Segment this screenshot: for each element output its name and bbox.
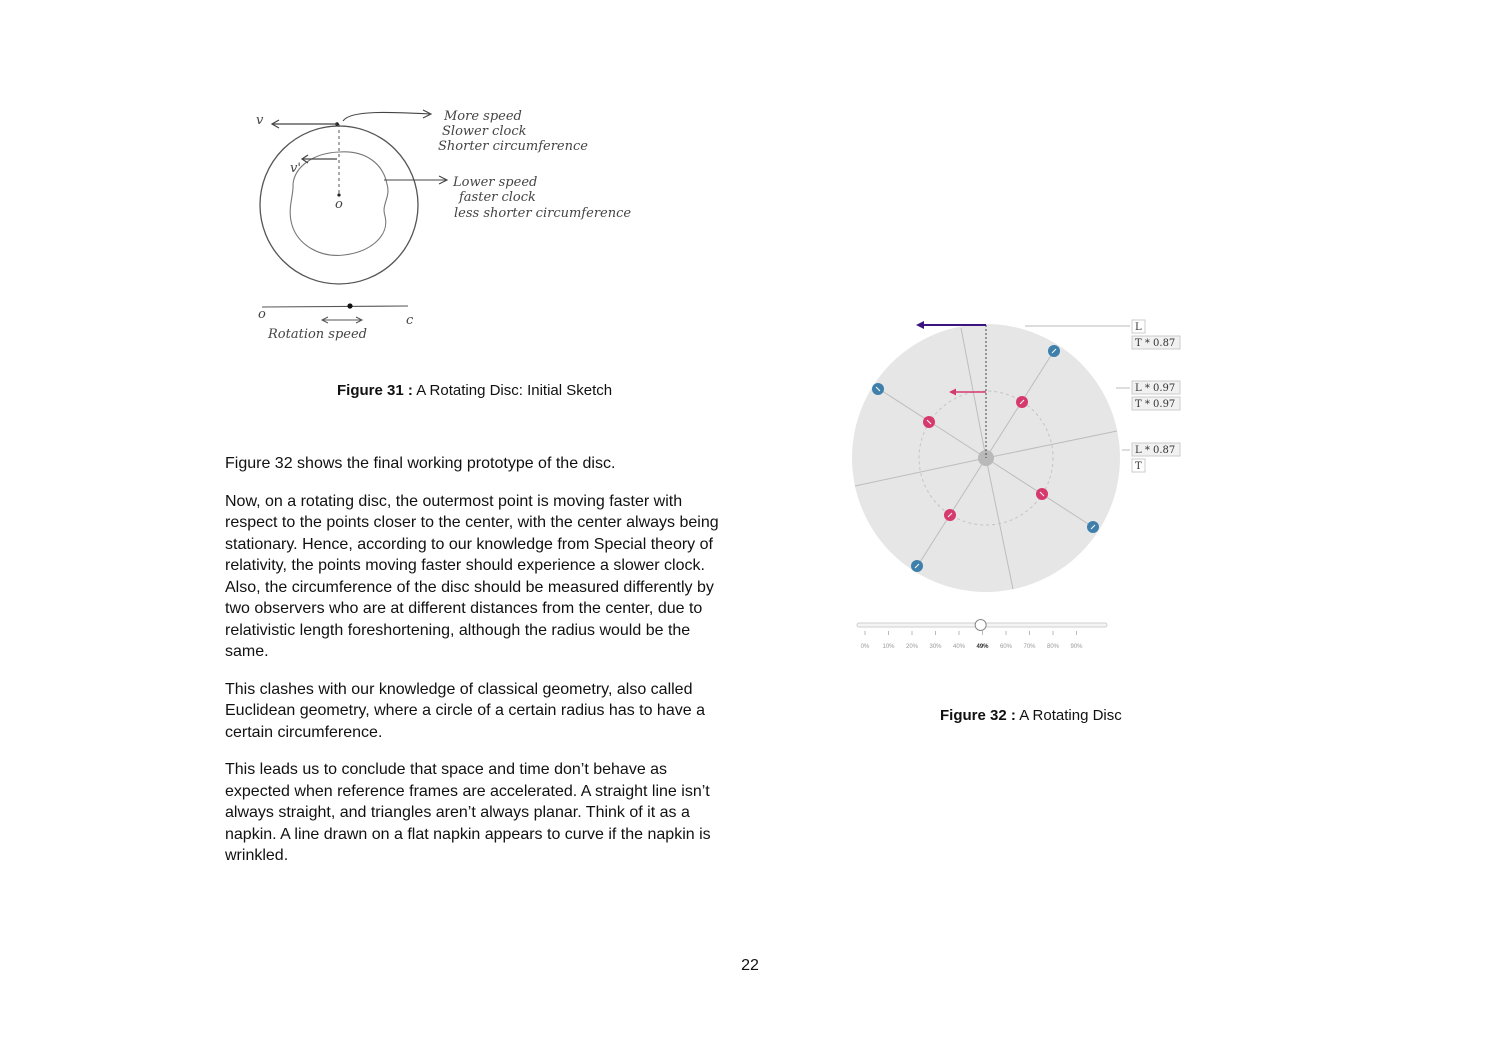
slider-tick-label: 30%: [929, 644, 942, 650]
svg-text:L * 0.97: L * 0.97: [1135, 383, 1176, 394]
figure-31-sketch: [240, 100, 680, 360]
tag-center-L: [1132, 443, 1180, 456]
figure-32-disc[interactable]: [845, 310, 1190, 660]
sketch-inner-note-3: less shorter circumference: [454, 206, 632, 221]
sketch-outer-pointer: [343, 112, 430, 121]
sketch-v-prime-label: v': [290, 161, 301, 176]
slider-tick-label: 10%: [882, 644, 895, 650]
sketch-outer-note-3: Shorter circumference: [438, 139, 588, 154]
paragraph: This leads us to conclude that space and time don’t behave as expected when reference frames are accelerated. A straight line isn’t always straight, and triangles aren’t always planar. Think of it as a napkin. A line drawn on a flat napkin appears to curve if the napkin is wrinkled.: [225, 761, 711, 864]
sketch-axis-start: o: [258, 307, 266, 322]
figure-32-title: A Rotating Disc: [1019, 707, 1122, 724]
tag-outer-T: [1132, 336, 1180, 349]
slider-tick-label: 20%: [905, 644, 919, 650]
sketch-speed-point: [347, 303, 352, 308]
sketch-inner-note-2: faster clock: [459, 190, 536, 205]
sketch-outer-note-1: More speed: [444, 109, 522, 124]
sketch-axis-label: Rotation speed: [268, 327, 368, 342]
speed-slider[interactable]: [857, 620, 1107, 651]
slider-tick-label: 80%: [1046, 644, 1060, 650]
slider-ticks: [861, 631, 1084, 650]
svg-text:L: L: [1135, 322, 1142, 333]
svg-text:T * 0.87: T * 0.87: [1135, 338, 1176, 349]
slider-tick-label: 40%: [952, 644, 966, 650]
svg-text:L * 0.87: L * 0.87: [1135, 445, 1176, 456]
slider-tick-label: 0%: [860, 644, 870, 650]
paragraph: Now, on a rotating disc, the outermost point is moving faster with respect to the points closer to the center, with the center always being stationary. Hence, according to our knowledge from Special theory of relativity, the points moving faster should experience a slower clock. Also, the circumference of the disc should be measured differently by two observers who are at different distances from the center, due to relativistic length foreshortening, although the radius would be the same.: [225, 492, 719, 660]
sketch-v-label: v: [256, 113, 264, 128]
tag-center-T: [1132, 459, 1145, 472]
tag-outer-L: [1132, 320, 1145, 333]
sketch-center-label: o: [335, 197, 343, 212]
sketch-speed-axis: [262, 306, 408, 307]
sketch-axis-end: c: [406, 313, 414, 328]
figure-31-title: A Rotating Disc: Initial Sketch: [416, 382, 613, 399]
figure-32-label: Figure 32 :: [940, 707, 1016, 724]
page-number: 22: [741, 957, 759, 974]
svg-text:T * 0.97: T * 0.97: [1135, 399, 1176, 410]
tag-inner-T: [1132, 397, 1180, 410]
figure-31-caption: [337, 382, 612, 399]
paragraph: This clashes with our knowledge of classical geometry, also called Euclidean geometry, where a circle of a certain radius has to have a certain circumference.: [225, 680, 705, 741]
tag-inner-L: [1132, 381, 1180, 394]
slider-tick-label: 60%: [999, 644, 1013, 650]
sketch-outer-note-2: Slower clock: [442, 124, 527, 139]
slider-thumb[interactable]: [975, 620, 986, 631]
figure-32-caption: [940, 707, 1122, 724]
body-text: [225, 453, 725, 883]
sketch-inner-note-1: Lower speed: [453, 175, 538, 190]
paragraph: Figure 32 shows the final working prototype of the disc.: [225, 455, 616, 472]
figure-31-label: Figure 31 :: [337, 382, 413, 399]
slider-tick-label: 49%: [976, 644, 989, 650]
svg-text:T: T: [1135, 461, 1142, 472]
slider-tick-label: 90%: [1070, 644, 1083, 650]
slider-tick-label: 70%: [1023, 644, 1036, 650]
